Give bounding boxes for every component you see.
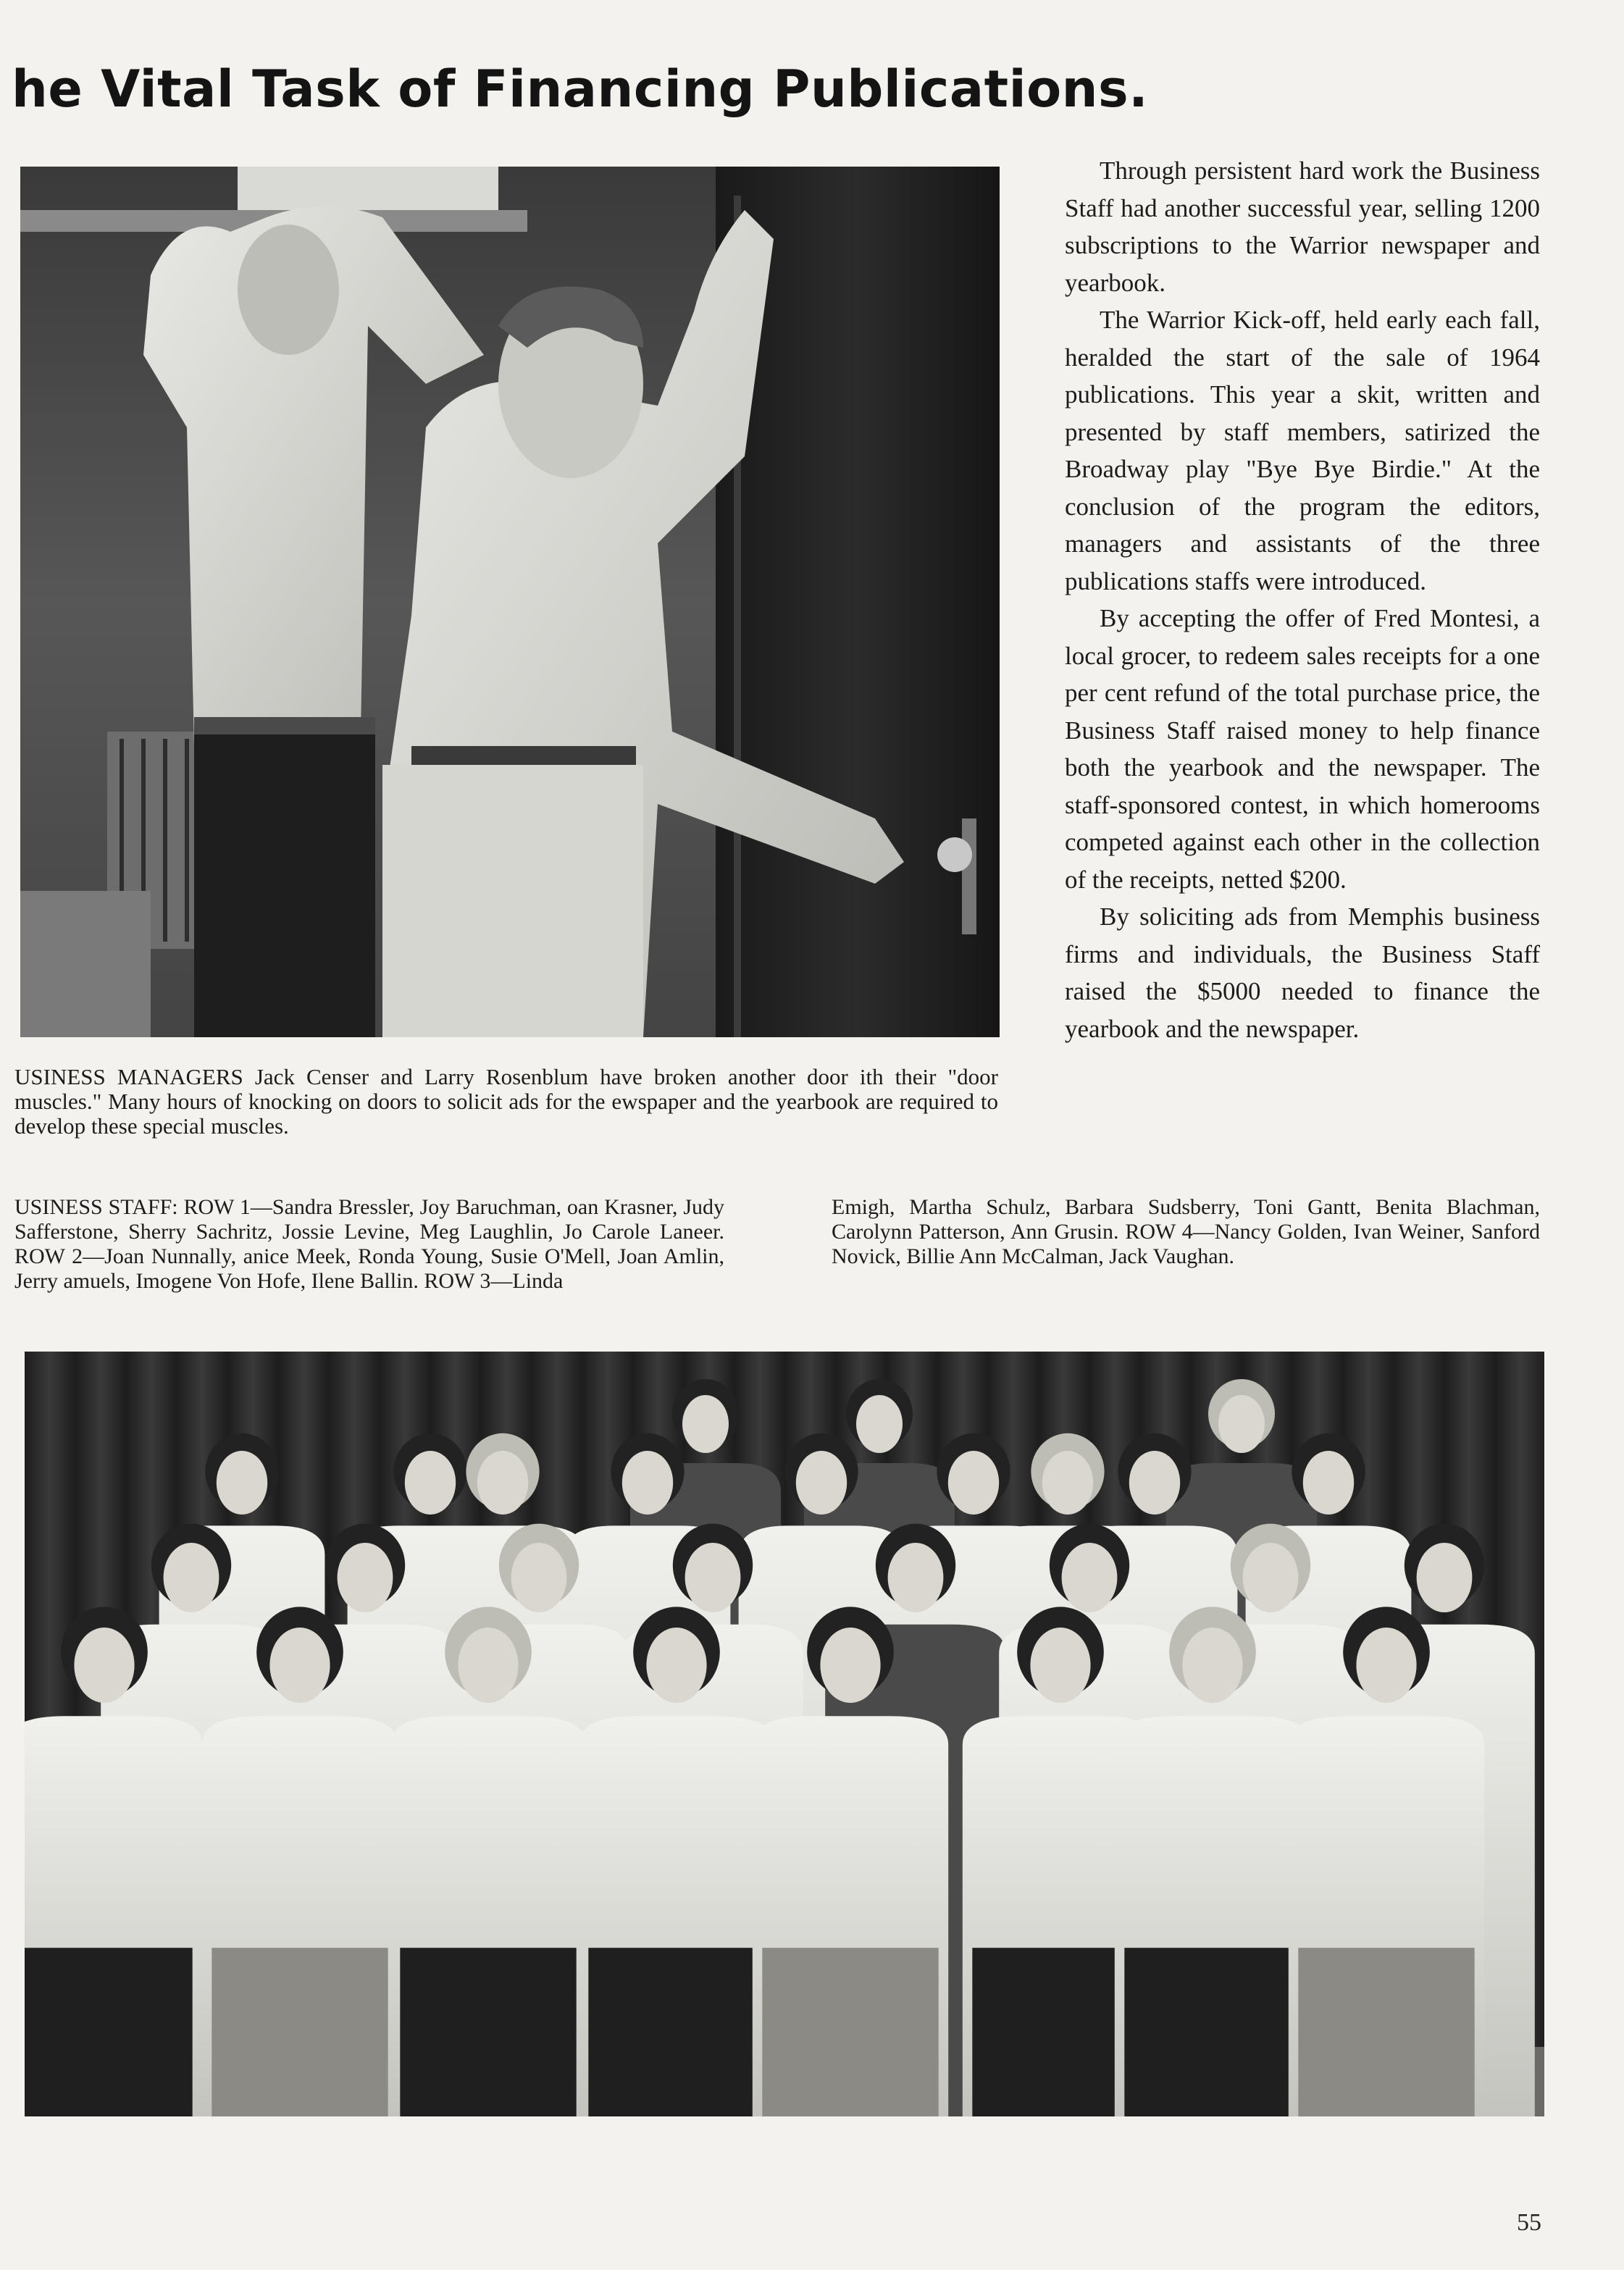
business-staff-caption-right: Emigh, Martha Schulz, Barbara Sudsberry, Toni Gantt, Benita Blachman, Carolynn Patterson, Ann Grusin. ROW 4—Nancy Golden, Ivan Weiner, Sanford Novick, Billie Ann McCalman, Jack Vaughan. (832, 1195, 1540, 1268)
business-staff-caption-left: USINESS STAFF: ROW 1—Sandra Bressler, Joy Baruchman, oan Krasner, Judy Safferstone, Sherry Sachritz, Jossie Levine, Meg Laughlin, Jo Carole Laneer. ROW 2—Joan Nunnally, anice Meek, Ronda Young, Susie O'Mell, Joan Amlin, Jerry amuels, Imogene Von Hofe, Ilene Ballin. ROW 3—Linda (14, 1195, 724, 1293)
article-paragraph-subscriptions: Through persistent hard work the Business Staff had another successful year, selling 1200 subscriptions to the Warrior newspaper and yearbook. (1065, 156, 1540, 297)
article-paragraph-ads: By soliciting ads from Memphis business firms and individuals, the Business Staff raised the $5000 needed to finance the yearbook and the newspaper. (1065, 902, 1540, 1043)
article-body (1065, 152, 1540, 1047)
business-staff-group-photo (25, 1352, 1544, 2116)
page-number: 55 (1517, 2209, 1541, 2236)
article-paragraph-kickoff: The Warrior Kick-off, held early each fall, heralded the start of the sale of 1964 publications. This year a skit, written and presented by staff members, satirized the Broadway play "Bye Bye Birdie." At the conclusion of the program the editors, managers and assistants of the three publications staffs were introduced. (1065, 306, 1540, 595)
business-managers-photo (20, 167, 1000, 1037)
business-managers-caption: USINESS MANAGERS Jack Censer and Larry Rosenblum have broken another door ith their "door muscles." Many hours of knocking on doors to solicit ads for the ewspaper and the yearbook are required to develop these special muscles. (14, 1064, 998, 1139)
article-paragraph-receipts: By accepting the offer of Fred Montesi, a local grocer, to redeem sales receipts for a one per cent refund of the total purchase price, the Business Staff raised money to help finance both the yearbook and the newspaper. The staff-sponsored contest, in which homerooms competed against each other in the collection of the receipts, netted $200. (1065, 604, 1540, 894)
page-headline: he Vital Task of Financing Publications. (12, 59, 1149, 119)
